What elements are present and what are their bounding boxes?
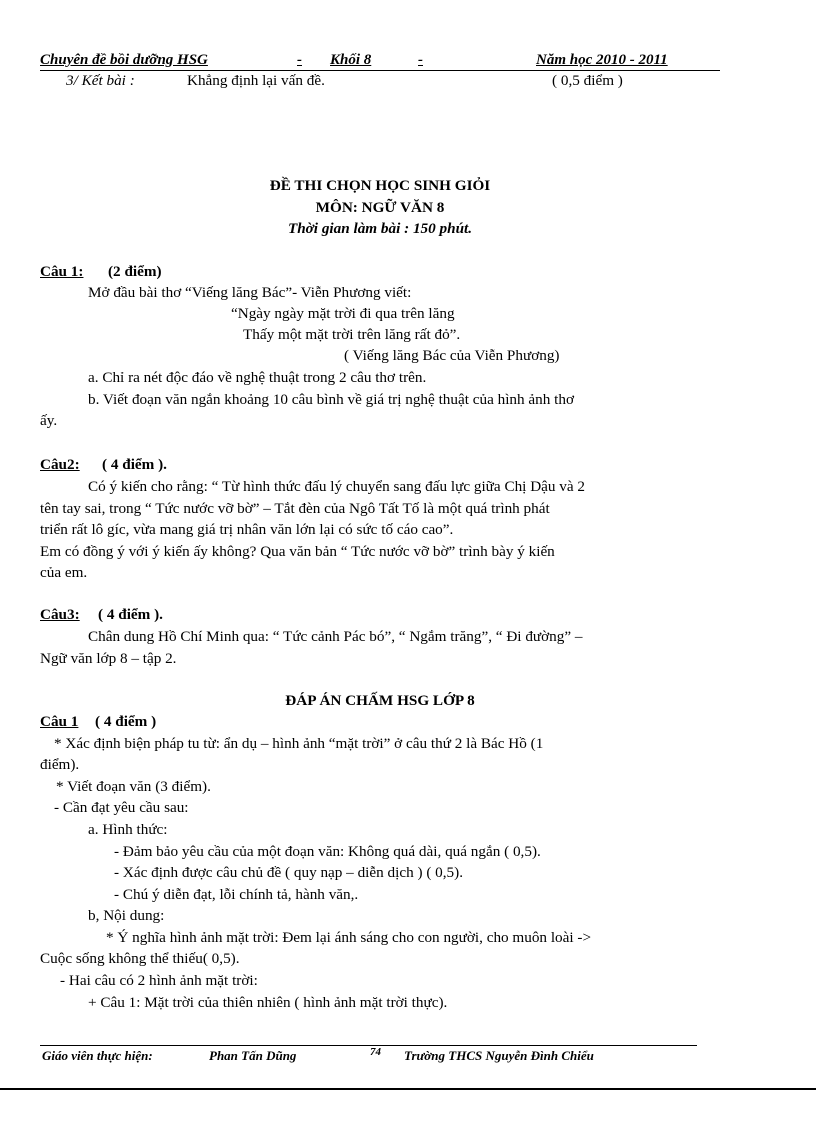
header-grade: Khối 8 [330, 52, 372, 68]
top-text: Khẳng định lại vấn đề. [187, 72, 325, 89]
q1-verse-2: Thấy một mặt trời trên lăng rất đỏ”. [243, 326, 461, 343]
exam-time: Thời gian làm bài : 150 phút. [287, 220, 473, 237]
exam-subject: MÔN: NGỮ VĂN 8 [315, 199, 445, 216]
q1-part-a: a. Chỉ ra nét độc đáo về nghệ thuật trong 2 câu thơ trên. [88, 369, 427, 386]
top-score: ( 0,5 điểm ) [552, 72, 623, 89]
q1-part-b-line-2: ấy. [40, 412, 58, 429]
header-sep-2: - [418, 52, 423, 68]
header-left: Chuyên đề bồi dưỡng HSG [40, 52, 208, 68]
answer-label: Câu 1 [40, 713, 79, 730]
q1-label: Câu 1: [40, 263, 84, 280]
q2-line-2: tên tay sai, trong “ Tức nước vỡ bờ” – Tắt đèn của Ngô Tất Tố là một quá trình phát [40, 500, 550, 517]
header-sep-1: - [297, 52, 302, 68]
q2-line-5: của em. [40, 564, 88, 581]
q2-points: ( 4 điểm ). [102, 456, 167, 473]
q1-points: (2 điểm) [108, 263, 162, 280]
answer-line-9: b, Nội dung: [88, 907, 165, 924]
q1-part-b-line-1: b. Viết đoạn văn ngắn khoảng 10 câu bình về giá trị nghệ thuật của hình ảnh thơ [88, 391, 574, 408]
q3-line-1: Chân dung Hồ Chí Minh qua: “ Tức cảnh Pác bó”, “ Ngắm trăng”, “ Đi đường” – [88, 628, 583, 645]
q1-intro: Mở đầu bài thơ “Viếng lăng Bác”- Viễn Phương viết: [88, 284, 412, 301]
answer-line-13: + Câu 1: Mặt trời của thiên nhiên ( hình ảnh mặt trời thực). [88, 994, 448, 1011]
footer-teacher-label: Giáo viên thực hiện: [42, 1048, 153, 1063]
answer-line-1: * Xác định biện pháp tu từ: ẩn dụ – hình ảnh “mặt trời” ở câu thứ 2 là Bác Hồ (1 [54, 735, 544, 752]
q3-label: Câu3: [40, 606, 80, 623]
answer-line-5: a. Hình thức: [88, 821, 168, 838]
q2-line-4: Em có đồng ý với ý kiến ấy không? Qua văn bản “ Tức nước vỡ bờ” trình bày ý kiến [40, 543, 555, 560]
answer-line-11: Cuộc sống không thể thiếu( 0,5). [40, 950, 240, 967]
answer-line-7: - Xác định được câu chủ đề ( quy nạp – diễn dịch ) ( 0,5). [114, 864, 464, 881]
q2-line-3: triển rất lô gíc, vừa mang giá trị nhân văn lớn lại có sức tố cáo cao”. [40, 521, 454, 538]
answer-line-8: - Chú ý diễn đạt, lỗi chính tả, hành văn,. [114, 886, 359, 903]
q2-label: Câu2: [40, 456, 80, 473]
top-label: 3/ Kết bài : [66, 72, 135, 89]
header-year: Năm học 2010 - 2011 [536, 52, 668, 68]
answer-line-10: * Ý nghĩa hình ảnh mặt trời: Đem lại ánh sáng cho con người, cho muôn loài -> [106, 929, 592, 946]
answer-line-3: * Viết đoạn văn (3 điểm). [56, 778, 211, 795]
footer-page-number: 74 [370, 1046, 381, 1058]
q3-points: ( 4 điểm ). [98, 606, 163, 623]
exam-title: ĐỀ THI CHỌN HỌC SINH GIỎI [269, 177, 491, 194]
answer-points: ( 4 điểm ) [95, 713, 157, 730]
answer-title: ĐÁP ÁN CHẤM HSG LỚP 8 [285, 692, 475, 709]
q1-source: ( Viếng lăng Bác của Viễn Phương) [344, 347, 560, 364]
answer-line-6: - Đảm bảo yêu cầu của một đoạn văn: Không quá dài, quá ngắn ( 0,5). [114, 843, 541, 860]
footer-rule [40, 1045, 697, 1046]
header-rule [40, 70, 720, 71]
q2-line-1: Có ý kiến cho rằng: “ Từ hình thức đấu lý chuyển sang đấu lực giữa Chị Dậu và 2 [88, 478, 586, 495]
answer-line-4: - Cần đạt yêu cầu sau: [54, 799, 189, 816]
answer-line-12: - Hai câu có 2 hình ảnh mặt trời: [60, 972, 258, 989]
q1-verse-1: “Ngày ngày mặt trời đi qua trên lăng [231, 305, 455, 322]
q3-line-2: Ngữ văn lớp 8 – tập 2. [40, 650, 177, 667]
footer-teacher-name: Phan Tấn Dũng [209, 1048, 297, 1063]
answer-line-2: điểm). [40, 756, 80, 773]
page-bottom-rule [0, 1088, 816, 1090]
footer-school: Trường THCS Nguyễn Đình Chiểu [404, 1048, 594, 1063]
